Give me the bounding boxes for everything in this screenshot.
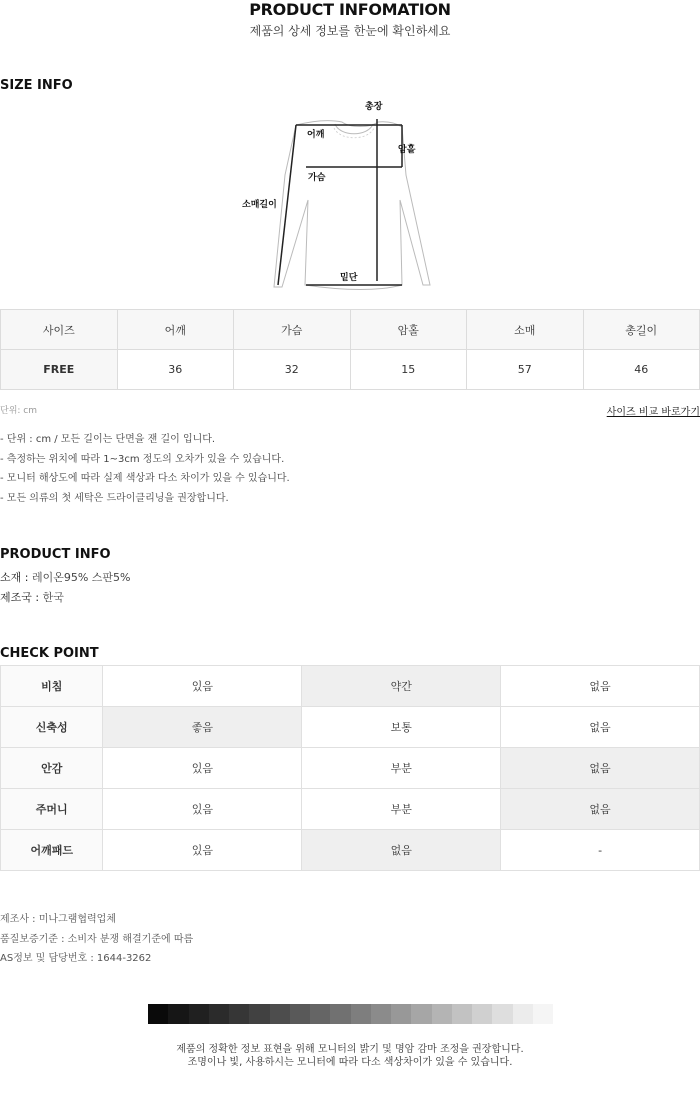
label-length: 총장 xyxy=(365,102,383,112)
disclaimer-line: 조명이나 빛, 사용하시는 모니터에 따라 다소 색상차이가 있을 수 있습니다. xyxy=(187,1057,513,1068)
check-point-option: 약간 xyxy=(302,666,501,707)
as-info: AS정보 및 담당번호 : 1644-3262 xyxy=(0,953,152,964)
size-cell: 32 xyxy=(234,350,350,390)
gray-swatch xyxy=(391,1004,411,1024)
origin-info xyxy=(0,589,64,605)
check-point-row xyxy=(1,707,700,748)
check-point-option: 있음 xyxy=(103,666,302,707)
check-point-row xyxy=(1,789,700,830)
size-col-header: 가슴 xyxy=(234,310,350,350)
product-info-title: PRODUCT INFO xyxy=(0,547,111,562)
note-item: - 모니터 해상도에 따라 실제 색상과 다소 차이가 있을 수 있습니다. xyxy=(0,473,290,484)
sleeve-line xyxy=(278,125,296,285)
gray-swatch xyxy=(209,1004,229,1024)
size-col-header: 사이즈 xyxy=(1,310,118,350)
size-cell: 15 xyxy=(350,350,466,390)
gray-swatch xyxy=(513,1004,533,1024)
garment-diagram xyxy=(230,95,460,305)
gray-swatch xyxy=(310,1004,330,1024)
check-point-option: 없음 xyxy=(501,666,700,707)
size-cell: 36 xyxy=(117,350,233,390)
size-cell: 57 xyxy=(467,350,583,390)
size-notes xyxy=(0,430,290,508)
check-point-row xyxy=(1,666,700,707)
gray-swatch xyxy=(330,1004,350,1024)
disclaimer-line: 제품의 정확한 정보 표현을 위해 모니터의 밝기 및 명암 감마 조정을 권장합니다. xyxy=(176,1044,524,1055)
check-point-name: 안감 xyxy=(1,748,103,789)
gray-swatch xyxy=(472,1004,492,1024)
check-point-option: 보통 xyxy=(302,707,501,748)
label-armhole: 암홀 xyxy=(398,145,416,155)
check-point-option: - xyxy=(501,830,700,871)
check-point-row xyxy=(1,830,700,871)
check-point-option: 좋음 xyxy=(103,707,302,748)
material-value: 레이온95% 스판5% xyxy=(31,571,131,584)
gray-swatch xyxy=(290,1004,310,1024)
size-cell: FREE xyxy=(1,350,118,390)
gray-swatch xyxy=(452,1004,472,1024)
origin-value: 한국 xyxy=(42,591,64,604)
gray-swatch xyxy=(229,1004,249,1024)
check-point-option: 없음 xyxy=(501,789,700,830)
size-col-header: 어깨 xyxy=(117,310,233,350)
check-point-option: 있음 xyxy=(103,830,302,871)
check-point-option: 부분 xyxy=(302,789,501,830)
check-point-name: 신축성 xyxy=(1,707,103,748)
check-point-name: 주머니 xyxy=(1,789,103,830)
size-col-header: 소매 xyxy=(467,310,583,350)
gray-swatch xyxy=(249,1004,269,1024)
size-col-header: 암홀 xyxy=(350,310,466,350)
check-point-name: 비침 xyxy=(1,666,103,707)
material-info xyxy=(0,569,131,585)
check-point-option: 있음 xyxy=(103,748,302,789)
check-point-option: 있음 xyxy=(103,789,302,830)
label-shoulder: 어깨 xyxy=(307,130,325,140)
size-cell: 46 xyxy=(583,350,700,390)
note-item: - 측정하는 위치에 따라 1~3cm 정도의 오차가 있을 수 있습니다. xyxy=(0,453,285,465)
monitor-disclaimer xyxy=(0,1043,700,1069)
size-compare-link[interactable]: 사이즈 비교 바로가기 xyxy=(606,407,700,418)
size-table-header xyxy=(1,310,700,350)
warranty-info: 품질보증기준 : 소비자 분쟁 해결기준에 따름 xyxy=(0,934,194,945)
gray-swatch xyxy=(432,1004,452,1024)
gray-swatch xyxy=(168,1004,188,1024)
size-table-row xyxy=(1,350,700,390)
check-point-name: 어깨패드 xyxy=(1,830,103,871)
gray-swatch xyxy=(351,1004,371,1024)
check-point-option: 없음 xyxy=(501,707,700,748)
gray-scale-bar xyxy=(148,1004,553,1024)
label-sleeve: 소매길이 xyxy=(242,200,277,210)
gray-swatch xyxy=(371,1004,391,1024)
page-subtitle: 제품의 상세 정보를 한눈에 확인하세요 xyxy=(249,24,451,38)
gray-swatch xyxy=(492,1004,512,1024)
note-item: - 단위 : cm / 모든 길이는 단면을 잰 길이 입니다. xyxy=(0,434,216,445)
check-point-row xyxy=(1,748,700,789)
size-col-header: 총길이 xyxy=(583,310,700,350)
page-title: PRODUCT INFOMATION xyxy=(249,0,451,19)
note-item: - 모든 의류의 첫 세탁은 드라이클리닝을 권장합니다. xyxy=(0,492,229,504)
material-label: 소재 : xyxy=(0,571,29,584)
check-point-title: CHECK POINT xyxy=(0,646,99,661)
check-point-option: 부분 xyxy=(302,748,501,789)
label-chest: 가슴 xyxy=(308,173,326,183)
size-info-title: SIZE INFO xyxy=(0,78,73,93)
gray-swatch xyxy=(270,1004,290,1024)
check-point-option: 없음 xyxy=(302,830,501,871)
unit-note: 단위: cm xyxy=(0,406,37,416)
check-point-table xyxy=(0,665,700,871)
origin-label: 제조국 : xyxy=(0,591,40,604)
check-point-option: 없음 xyxy=(501,748,700,789)
gray-swatch xyxy=(189,1004,209,1024)
label-hem: 밑단 xyxy=(340,273,358,283)
size-table xyxy=(0,309,700,390)
gray-swatch xyxy=(533,1004,553,1024)
gray-swatch xyxy=(148,1004,168,1024)
manufacturer-info: 제조사 : 미나그램협력업체 xyxy=(0,914,116,925)
gray-swatch xyxy=(411,1004,431,1024)
